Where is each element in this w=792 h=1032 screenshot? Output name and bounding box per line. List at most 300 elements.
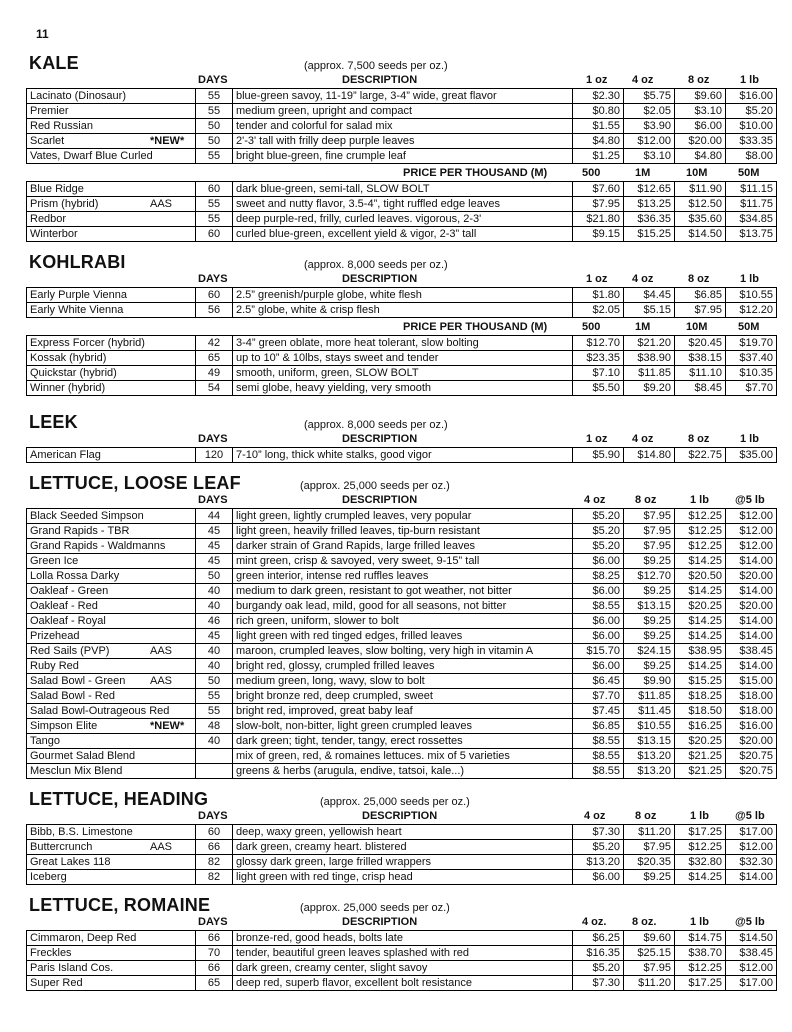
- price-cell: $1.25: [573, 149, 624, 164]
- price-cell: $18.50: [675, 704, 726, 719]
- days-cell: 40: [196, 599, 233, 614]
- col-thousand-4: 50M: [738, 321, 760, 333]
- col-price-4: 1 lb: [740, 74, 759, 86]
- price-cell: $10.55: [726, 288, 777, 303]
- price-cell: $14.50: [726, 931, 777, 946]
- variety-name: Early White Vienna: [30, 304, 124, 316]
- description-cell: up to 10” & 10lbs, stays sweet and tender: [233, 351, 573, 366]
- days-cell: 56: [196, 303, 233, 318]
- variety-name: Scarlet: [30, 135, 65, 147]
- variety-row: [27, 288, 777, 303]
- variety-table: [26, 824, 777, 885]
- price-cell: $12.00: [726, 539, 777, 554]
- days-cell: 50: [196, 674, 233, 689]
- variety-name: Blue Ridge: [30, 183, 84, 195]
- price-cell: $4.80: [675, 149, 726, 164]
- price-cell: $4.80: [573, 134, 624, 149]
- days-cell: 55: [196, 704, 233, 719]
- price-cell: $11.85: [624, 366, 675, 381]
- price-cell: $7.30: [573, 976, 624, 991]
- days-cell: 45: [196, 524, 233, 539]
- price-cell: $7.30: [573, 825, 624, 840]
- col-thousand-1: 500: [582, 167, 601, 179]
- variety-name-cell: [27, 825, 196, 840]
- variety-name: Oakleaf - Royal: [30, 615, 106, 627]
- price-cell: $9.25: [624, 554, 675, 569]
- description-cell: tender and colorful for salad mix: [233, 119, 573, 134]
- price-cell: $11.45: [624, 704, 675, 719]
- variety-row: [27, 134, 777, 149]
- price-cell: $20.25: [675, 734, 726, 749]
- variety-name: Winterbor: [30, 228, 78, 240]
- variety-name: Vates, Dwarf Blue Curled: [30, 150, 153, 162]
- variety-name-cell: [27, 227, 196, 242]
- price-cell: $38.45: [726, 946, 777, 961]
- days-cell: 40: [196, 644, 233, 659]
- price-cell: $13.20: [624, 764, 675, 779]
- variety-row: [27, 509, 777, 524]
- days-cell: 60: [196, 288, 233, 303]
- section-kale: [26, 53, 777, 242]
- price-cell: $6.85: [675, 288, 726, 303]
- description-cell: semi globe, heavy yielding, very smooth: [233, 381, 573, 396]
- variety-name: Oakleaf - Green: [30, 585, 109, 597]
- variety-row: [27, 89, 777, 104]
- price-cell: $9.25: [624, 659, 675, 674]
- price-cell: $20.75: [726, 764, 777, 779]
- price-cell: $7.45: [573, 704, 624, 719]
- price-cell: $5.90: [573, 448, 624, 463]
- price-cell: $8.55: [573, 749, 624, 764]
- section-title: LETTUCE, ROMAINE: [29, 895, 211, 915]
- variety-name-cell: [27, 569, 196, 584]
- variety-name-cell: [27, 749, 196, 764]
- variety-name: Paris Island Cos.: [30, 962, 114, 974]
- price-cell: $12.25: [675, 539, 726, 554]
- variety-name: Salad Bowl - Green: [30, 675, 126, 687]
- days-cell: 55: [196, 212, 233, 227]
- variety-name-cell: [27, 855, 196, 870]
- variety-name: Mesclun Mix Blend: [30, 765, 123, 777]
- price-cell: $23.35: [573, 351, 624, 366]
- col-thousand-3: 10M: [686, 321, 708, 333]
- days-cell: 45: [196, 554, 233, 569]
- price-cell: $7.95: [624, 524, 675, 539]
- price-cell: $21.25: [675, 749, 726, 764]
- variety-name: Bibb, B.S. Limestone: [30, 826, 133, 838]
- variety-name: Early Purple Vienna: [30, 289, 128, 301]
- price-cell: $5.20: [726, 104, 777, 119]
- variety-name: Great Lakes 118: [30, 856, 111, 868]
- price-cell: $5.20: [573, 840, 624, 855]
- days-cell: 60: [196, 227, 233, 242]
- variety-name-cell: [27, 104, 196, 119]
- col-price-1: 4 oz.: [582, 916, 607, 928]
- price-cell: $17.00: [726, 976, 777, 991]
- variety-row: [27, 554, 777, 569]
- days-cell: 66: [196, 840, 233, 855]
- section-lettuce-loose-leaf: [26, 473, 777, 779]
- price-cell: $3.90: [624, 119, 675, 134]
- variety-name-cell: [27, 961, 196, 976]
- price-cell: $11.15: [726, 182, 777, 197]
- col-price-3: 8 oz: [688, 74, 710, 86]
- seeds-per-oz-note: (approx. 8,000 seeds per oz.): [304, 419, 448, 431]
- price-cell: $21.20: [624, 336, 675, 351]
- variety-row: [27, 644, 777, 659]
- variety-name-cell: [27, 764, 196, 779]
- variety-name: Salad Bowl-Outrageous Red: [30, 705, 170, 717]
- col-price-3: 1 lb: [690, 810, 709, 822]
- price-cell: $10.55: [624, 719, 675, 734]
- price-cell: $14.80: [624, 448, 675, 463]
- variety-row: [27, 855, 777, 870]
- price-cell: $12.00: [726, 961, 777, 976]
- price-cell: $9.15: [573, 227, 624, 242]
- price-cell: $12.20: [726, 303, 777, 318]
- description-cell: light green, heavily frilled leaves, tip-burn resistant: [233, 524, 573, 539]
- price-cell: $3.10: [675, 104, 726, 119]
- price-cell: $14.00: [726, 870, 777, 885]
- description-cell: deep red, superb flavor, excellent bolt resistance: [233, 976, 573, 991]
- variety-row: [27, 303, 777, 318]
- description-cell: blue-green savoy, 11-19” large, 3-4” wide, great flavor: [233, 89, 573, 104]
- price-cell: $33.35: [726, 134, 777, 149]
- column-header-row: [26, 809, 777, 824]
- price-cell: $14.75: [675, 931, 726, 946]
- price-cell: $25.15: [624, 946, 675, 961]
- variety-name: Black Seeded Simpson: [30, 510, 144, 522]
- days-cell: 55: [196, 104, 233, 119]
- price-cell: $14.25: [675, 614, 726, 629]
- variety-name-cell: [27, 288, 196, 303]
- section-title: LETTUCE, LOOSE LEAF: [29, 473, 241, 493]
- variety-name: American Flag: [30, 449, 101, 461]
- price-cell: $13.15: [624, 734, 675, 749]
- column-header-row: [26, 272, 777, 287]
- column-header-row: [26, 73, 777, 88]
- seeds-per-oz-note: (approx. 25,000 seeds per oz.): [300, 902, 450, 914]
- price-cell: $5.75: [624, 89, 675, 104]
- description-cell: bronze-red, good heads, bolts late: [233, 931, 573, 946]
- price-cell: $13.20: [624, 749, 675, 764]
- price-cell: $3.10: [624, 149, 675, 164]
- price-cell: $38.45: [726, 644, 777, 659]
- variety-row: [27, 104, 777, 119]
- variety-name: Cimmaron, Deep Red: [30, 932, 137, 944]
- price-cell: $2.05: [624, 104, 675, 119]
- variety-row: [27, 734, 777, 749]
- variety-row: [27, 351, 777, 366]
- variety-name: Winner (hybrid): [30, 382, 106, 394]
- description-cell: deep, waxy green, yellowish heart: [233, 825, 573, 840]
- days-cell: 65: [196, 976, 233, 991]
- price-cell: $5.20: [573, 539, 624, 554]
- variety-name: Ruby Red: [30, 660, 79, 672]
- description-cell: dark green, creamy heart. blistered: [233, 840, 573, 855]
- price-cell: $14.00: [726, 659, 777, 674]
- per-thousand-label: PRICE PER THOUSAND (M): [403, 321, 548, 333]
- description-cell: deep purple-red, frilly, curled leaves. vigorous, 2-3': [233, 212, 573, 227]
- col-price-3: 8 oz: [688, 433, 710, 445]
- section-leek: [26, 412, 777, 463]
- price-cell: $20.45: [675, 336, 726, 351]
- variety-name-cell: [27, 212, 196, 227]
- section-lettuce-romaine: [26, 895, 777, 991]
- seeds-per-oz-note: (approx. 25,000 seeds per oz.): [300, 480, 450, 492]
- price-cell: $9.60: [675, 89, 726, 104]
- variety-row: [27, 704, 777, 719]
- price-cell: $36.35: [624, 212, 675, 227]
- description-cell: dark blue-green, semi-tall, SLOW BOLT: [233, 182, 573, 197]
- price-cell: $7.95: [624, 509, 675, 524]
- price-cell: $4.45: [624, 288, 675, 303]
- variety-name: Lolla Rossa Darky: [30, 570, 120, 582]
- variety-row: [27, 976, 777, 991]
- variety-name-cell: [27, 509, 196, 524]
- col-price-3: 1 lb: [690, 916, 709, 928]
- variety-row: [27, 227, 777, 242]
- price-cell: $15.25: [624, 227, 675, 242]
- variety-row: [27, 569, 777, 584]
- price-cell: $8.25: [573, 569, 624, 584]
- variety-name: Lacinato (Dinosaur): [30, 90, 126, 102]
- aas-badge: AAS: [150, 645, 173, 657]
- price-cell: $10.00: [726, 119, 777, 134]
- col-price-4: @5 lb: [735, 810, 765, 822]
- col-price-2: 8 oz.: [632, 916, 657, 928]
- price-cell: $12.25: [675, 840, 726, 855]
- section-title: LEEK: [29, 412, 78, 432]
- price-cell: $7.95: [624, 840, 675, 855]
- col-price-2: 4 oz: [632, 74, 654, 86]
- variety-name: Super Red: [30, 977, 83, 989]
- variety-name-cell: [27, 840, 196, 855]
- per-thousand-header: [26, 164, 777, 181]
- price-cell: $21.25: [675, 764, 726, 779]
- description-cell: 3-4” green oblate, more heat tolerant, slow bolting: [233, 336, 573, 351]
- price-cell: $11.10: [675, 366, 726, 381]
- variety-row: [27, 764, 777, 779]
- price-cell: $8.45: [675, 381, 726, 396]
- column-header-row: [26, 915, 777, 930]
- col-description: DESCRIPTION: [342, 494, 418, 506]
- price-cell: $16.25: [675, 719, 726, 734]
- description-cell: maroon, crumpled leaves, slow bolting, very high in vitamin A: [233, 644, 573, 659]
- per-thousand-table: [26, 335, 777, 396]
- price-cell: $9.60: [624, 931, 675, 946]
- price-cell: $14.00: [726, 584, 777, 599]
- price-cell: $15.70: [573, 644, 624, 659]
- description-cell: bright red, glossy, crumpled frilled leaves: [233, 659, 573, 674]
- new-badge: *NEW*: [150, 135, 185, 147]
- variety-name: Redbor: [30, 213, 67, 225]
- description-cell: glossy dark green, large frilled wrappers: [233, 855, 573, 870]
- variety-table: [26, 88, 777, 164]
- price-cell: $18.00: [726, 704, 777, 719]
- col-days: DAYS: [198, 810, 228, 822]
- variety-name-cell: [27, 946, 196, 961]
- price-cell: $20.00: [726, 569, 777, 584]
- variety-name-cell: [27, 149, 196, 164]
- days-cell: 65: [196, 351, 233, 366]
- price-cell: $14.25: [675, 554, 726, 569]
- description-cell: curled blue-green, excellent yield & vigor, 2-3” tall: [233, 227, 573, 242]
- price-cell: $38.70: [675, 946, 726, 961]
- days-cell: 50: [196, 134, 233, 149]
- days-cell: 82: [196, 870, 233, 885]
- price-cell: $1.55: [573, 119, 624, 134]
- days-cell: 66: [196, 931, 233, 946]
- price-cell: $6.45: [573, 674, 624, 689]
- price-cell: $18.00: [726, 689, 777, 704]
- col-price-2: 4 oz: [632, 273, 654, 285]
- section-title: KOHLRABI: [29, 252, 126, 272]
- per-thousand-label: PRICE PER THOUSAND (M): [403, 167, 548, 179]
- days-cell: 44: [196, 509, 233, 524]
- price-cell: $5.15: [624, 303, 675, 318]
- description-cell: bright bronze red, deep crumpled, sweet: [233, 689, 573, 704]
- column-header-row: [26, 432, 777, 447]
- description-cell: burgandy oak lead, mild, good for all seasons, not bitter: [233, 599, 573, 614]
- variety-row: [27, 659, 777, 674]
- col-thousand-4: 50M: [738, 167, 760, 179]
- variety-name: Prism (hybrid): [30, 198, 99, 210]
- days-cell: 49: [196, 366, 233, 381]
- description-cell: greens & herbs (arugula, endive, tatsoi, kale...): [233, 764, 573, 779]
- price-cell: $8.55: [573, 734, 624, 749]
- price-cell: $6.00: [573, 870, 624, 885]
- variety-name-cell: [27, 870, 196, 885]
- variety-row: [27, 381, 777, 396]
- variety-name-cell: [27, 931, 196, 946]
- days-cell: 46: [196, 614, 233, 629]
- variety-row: [27, 366, 777, 381]
- price-cell: $6.00: [675, 119, 726, 134]
- description-cell: bright red, improved, great baby leaf: [233, 704, 573, 719]
- description-cell: 2'-3' tall with frilly deep purple leaves: [233, 134, 573, 149]
- variety-name-cell: [27, 614, 196, 629]
- seeds-per-oz-note: (approx. 8,000 seeds per oz.): [304, 259, 448, 271]
- price-cell: $11.90: [675, 182, 726, 197]
- price-cell: $14.50: [675, 227, 726, 242]
- variety-row: [27, 629, 777, 644]
- description-cell: tender, beautiful green leaves splashed with red: [233, 946, 573, 961]
- price-cell: $9.90: [624, 674, 675, 689]
- description-cell: rich green, uniform, slower to bolt: [233, 614, 573, 629]
- price-cell: $13.20: [573, 855, 624, 870]
- variety-row: [27, 539, 777, 554]
- days-cell: 70: [196, 946, 233, 961]
- variety-row: [27, 599, 777, 614]
- description-cell: mix of green, red, & romaines lettuces. mix of 5 varieties: [233, 749, 573, 764]
- variety-row: [27, 719, 777, 734]
- price-cell: $12.25: [675, 961, 726, 976]
- variety-name-cell: [27, 134, 196, 149]
- price-cell: $12.00: [726, 840, 777, 855]
- price-cell: $7.95: [624, 539, 675, 554]
- description-cell: 2.5” globe, white & crisp flesh: [233, 303, 573, 318]
- price-cell: $1.80: [573, 288, 624, 303]
- price-cell: $8.00: [726, 149, 777, 164]
- variety-name-cell: [27, 336, 196, 351]
- days-cell: 60: [196, 182, 233, 197]
- price-cell: $2.05: [573, 303, 624, 318]
- price-cell: $7.10: [573, 366, 624, 381]
- description-cell: dark green; tight, tender, tangy, erect rossettes: [233, 734, 573, 749]
- variety-name-cell: [27, 197, 196, 212]
- col-description: DESCRIPTION: [342, 273, 418, 285]
- days-cell: 54: [196, 381, 233, 396]
- variety-row: [27, 119, 777, 134]
- col-price-4: @5 lb: [735, 494, 765, 506]
- column-header-row: [26, 493, 777, 508]
- price-cell: $13.25: [624, 197, 675, 212]
- col-price-4: 1 lb: [740, 433, 759, 445]
- days-cell: 55: [196, 689, 233, 704]
- price-cell: $10.35: [726, 366, 777, 381]
- col-thousand-2: 1M: [635, 321, 651, 333]
- col-price-1: 4 oz: [584, 494, 606, 506]
- price-cell: $14.25: [675, 629, 726, 644]
- price-cell: $35.60: [675, 212, 726, 227]
- variety-name-cell: [27, 704, 196, 719]
- days-cell: 48: [196, 719, 233, 734]
- price-cell: $12.25: [675, 524, 726, 539]
- variety-name: Express Forcer (hybrid): [30, 337, 145, 349]
- days-cell: [196, 764, 233, 779]
- price-cell: $6.25: [573, 931, 624, 946]
- price-cell: $8.55: [573, 764, 624, 779]
- col-price-4: 1 lb: [740, 273, 759, 285]
- variety-name-cell: [27, 659, 196, 674]
- price-cell: $17.00: [726, 825, 777, 840]
- col-price-2: 8 oz: [635, 810, 657, 822]
- section-lettuce-heading: [26, 789, 777, 885]
- aas-badge: AAS: [150, 841, 173, 853]
- price-cell: $9.25: [624, 870, 675, 885]
- variety-name-cell: [27, 629, 196, 644]
- variety-row: [27, 870, 777, 885]
- days-cell: 40: [196, 659, 233, 674]
- price-cell: $37.40: [726, 351, 777, 366]
- variety-row: [27, 946, 777, 961]
- variety-name-cell: [27, 351, 196, 366]
- variety-name-cell: [27, 381, 196, 396]
- variety-name: Salad Bowl - Red: [30, 690, 115, 702]
- seeds-per-oz-note: (approx. 25,000 seeds per oz.): [320, 796, 470, 808]
- variety-row: [27, 614, 777, 629]
- variety-row: [27, 336, 777, 351]
- price-cell: $9.20: [624, 381, 675, 396]
- col-price-1: 1 oz: [586, 74, 608, 86]
- variety-name: Prizehead: [30, 630, 80, 642]
- description-cell: bright blue-green, fine crumple leaf: [233, 149, 573, 164]
- price-cell: $14.25: [675, 870, 726, 885]
- price-cell: $13.15: [624, 599, 675, 614]
- variety-name-cell: [27, 674, 196, 689]
- col-description: DESCRIPTION: [342, 433, 418, 445]
- variety-name-cell: [27, 584, 196, 599]
- description-cell: 7-10” long, thick white stalks, good vigor: [233, 448, 573, 463]
- variety-name-cell: [27, 182, 196, 197]
- col-thousand-3: 10M: [686, 167, 708, 179]
- description-cell: sweet and nutty flavor, 3.5-4”, tight ruffled edge leaves: [233, 197, 573, 212]
- price-cell: $20.75: [726, 749, 777, 764]
- days-cell: 60: [196, 825, 233, 840]
- days-cell: 55: [196, 149, 233, 164]
- variety-row: [27, 524, 777, 539]
